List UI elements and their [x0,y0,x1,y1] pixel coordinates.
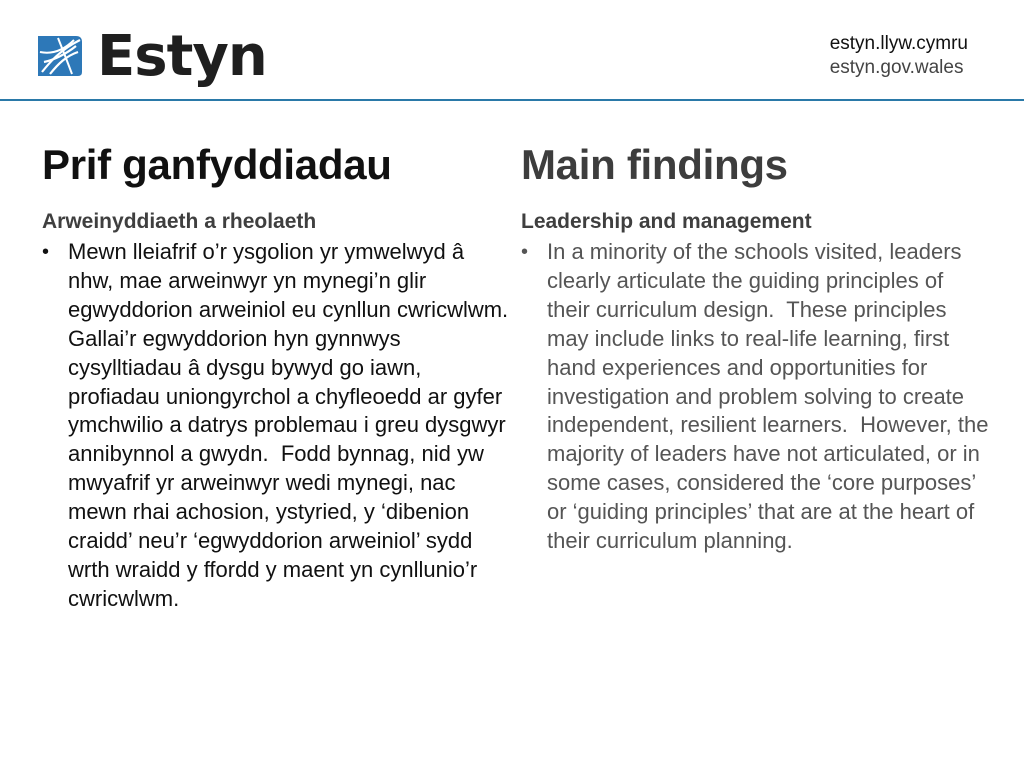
estyn-logo-icon [36,32,84,78]
english-heading: Main findings [521,141,788,188]
bullet-icon: • [42,241,50,263]
welsh-bullet-item [42,238,521,614]
english-bullet-item [521,238,995,556]
logo-wordmark: Estyn [97,24,267,89]
welsh-column [42,140,521,614]
english-bullet-text: In a minority of the schools visited, leaders clearly articulate the guiding principles of their curriculum design. These principles may include links to real-life learning, first hand experiences and opportunities for investigation and problem solving to create independent, resilient learners. However, the majority of leaders have not articulated, or in some cases, considered the ‘core purposes’ or ‘guiding principles’ that are at the heart of their curriculum planning. [547,239,995,554]
header-urls [830,32,968,80]
english-column [521,140,995,556]
welsh-heading: Prif ganfyddiadau [42,141,392,188]
header-divider [0,99,1024,101]
bullet-icon: • [521,241,529,263]
english-subheading: Leadership and management [521,210,812,233]
welsh-subheading: Arweinyddiaeth a rheolaeth [42,210,317,233]
estyn-logo [36,24,267,89]
url-english-link[interactable]: estyn.gov.wales [829,57,964,78]
welsh-bullet-text: Mewn lleiafrif o’r ysgolion yr ymwelwyd â nhw, mae arweinwyr yn mynegi’n glir egwyddorion arweiniol eu cynllun cwricwlwm. Gallai’r egwyddorion hyn gynnwys cysylltiadau â dysgu bywyd go iawn, profiadau uniongyrchol a chyfleoedd ar gyfer ymchwilio a datrys problemau i greu dysgwyr annibynnol a gwydn. Fodd bynnag, nid yw mwyafrif yr arweinwyr wedi mynegi, nac mewn rhai achosion, ystyried, y ‘dibenion craidd’ neu’r ‘egwyddorion arweiniol’ sydd wrth wraidd y ffordd y maent yn cynllunio’r cwricwlwm. [68,239,521,611]
page-header [0,0,1024,100]
url-welsh-link[interactable]: estyn.llyw.cymru [829,33,968,54]
